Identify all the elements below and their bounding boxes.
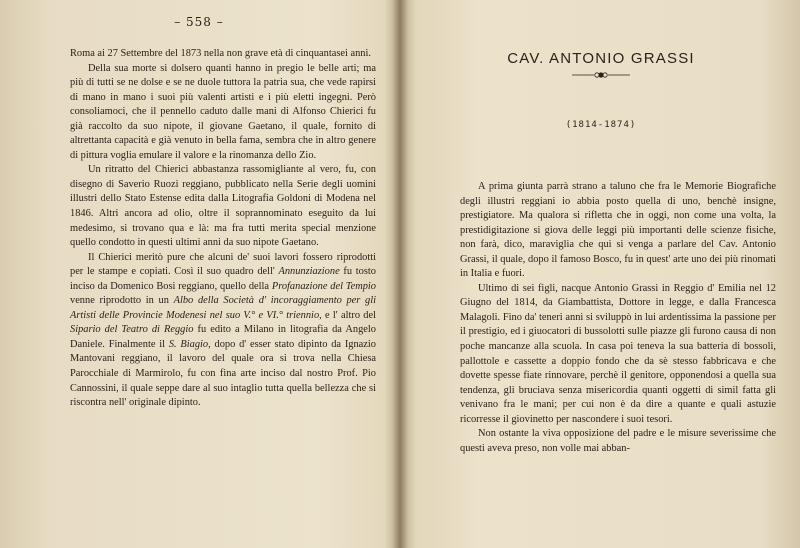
- artwork-title: Profanazione del Tempio: [271, 280, 377, 292]
- paragraph: Il Chierici meritò pure che alcuni de' suoi lavori fossero riprodotti per le stampe e copiati. Così il suo quadro dell' Annunziazione fu tosto inciso da Domenico Bosi reggiano, quello della Profanazione del Tempio venne riprodotto in un Albo della Società d' incoraggiamento per gli Artisti delle Provincie Modenesi nel suo V.° e VI.° triennio, e l' altro del Sipario del Teatro di Reggio fu edito a Milano in litografia da Angelo Daniele. Finalmente il S. Biagio, dopo d' esser stato dipinto da Ignazio Mantovani reggiano, il lavoro del quale ora si trova nella Chiesa Parocchiale di Marmirolo, fu con fina arte inciso dal nostro Prof. Pio Cannossini, il quale seppe dare al suo intaglio tutta quella bellezza che si riscontra nell' originale dipinto.: [70, 251, 377, 409]
- paragraph: Non ostante la viva opposizione del padre e le misure severissime che questi aveva preso, non volle mai abban-: [460, 428, 776, 454]
- paragraph: Un ritratto del Chierici abbastanza rassomigliante al vero, fu, con disegno di Saverio Ruozi reggiano, pubblicato nella Serie degli uomini illustri dello Stato Estense edita dalla Litografia Goldoni di Modena nel 1846. Altri ancora ad olio, oltre il soprannominato eseguito da lui medesimo, si trovano qua e là: ma fra tutti merita special menzione quello condotto in questi ultimi anni da suo nipote Gaetano.: [70, 164, 376, 249]
- paragraph: Roma ai 27 Settembre del 1873 nella non grave età di cinquantasei anni.: [70, 48, 371, 59]
- chapter-title: CAV. ANTONIO GRASSI: [507, 50, 695, 67]
- paragraph: Della sua morte si dolsero quanti hanno in pregio le belle arti; ma più di tutti se ne dolse e se ne duole tuttora la patria sua, che vede rapirsi di mano in mano i suoi più valenti artisti e i più eletti ingegni. Però consoliamoci, che il pennello caduto dalle mani di Alfonso Chierici fu già raccolto da suo nipote, il giovane Gaetano, il quale, fornito di altrettanta capacità e già venuto in bella fama, sembra che in altro genere di pittura voglia emulare il valore e la rinomanza dello Zio.: [70, 62, 376, 161]
- page-number: – 558 –: [174, 15, 224, 29]
- left-page: [0, 0, 398, 548]
- ornament-icon: [570, 70, 632, 80]
- life-dates: (1814-1874): [565, 120, 637, 130]
- right-page: [402, 0, 800, 548]
- left-page-text: [70, 47, 376, 411]
- artwork-title: S. Biagio,: [168, 338, 211, 350]
- artwork-title: Sipario del Teatro di Reggio: [70, 324, 194, 336]
- publication-title: Albo della Società d' incoraggiamento per gli Artisti delle Provincie Modenesi nel suo V.° e VI.° triennio,: [70, 295, 376, 321]
- paragraph: Ultimo di sei figli, nacque Antonio Grassi in Reggio d' Emilia nel 12 Giugno del 1814, da Giambattista, Dottore in legge, e dalla Francesca Malagoli. Fino da' teneri anni si sviluppò in lui ardentissima la passione per il prestigio, ed i giuocatori di bussolotti sulle piazze gli furono causa di non poche mancanze alla scuola. In casa poi teneva la sua batteria di bossoli, pallottole e cassette a doppio fondo che da sè stesso fabbricava e che dovette spesse fiate rinnovare, perchè il genitore, opponendosi a quella sua tendenza, gli bruciava senza misericordia quanti oggetti di simil fatta gli venivano fra le mani; per cui non è da dire a quante e quali astuzie ricorresse il giovinetto per nascondere i suoi tesori.: [460, 282, 776, 425]
- artwork-title: Annunziazione: [278, 266, 340, 278]
- paragraph: A prima giunta parrà strano a taluno che fra le Memorie Biografiche degli illustri reggiani io abbia posto quella di uno, benchè insigne, prestigiatore. Ma qualora si rifletta che in oggi, non come una volta, la prestidigitazione si giova delle leggi più importanti delle scienze fisiche, non farà, dico, maraviglia che qui si venga a parlare del Cav. Antonio Grassi, il quale, dopo il famoso Bosco, fu in quest' arte uno dei più rinomati in Italia e fuori.: [460, 181, 776, 280]
- right-page-text: [460, 180, 776, 456]
